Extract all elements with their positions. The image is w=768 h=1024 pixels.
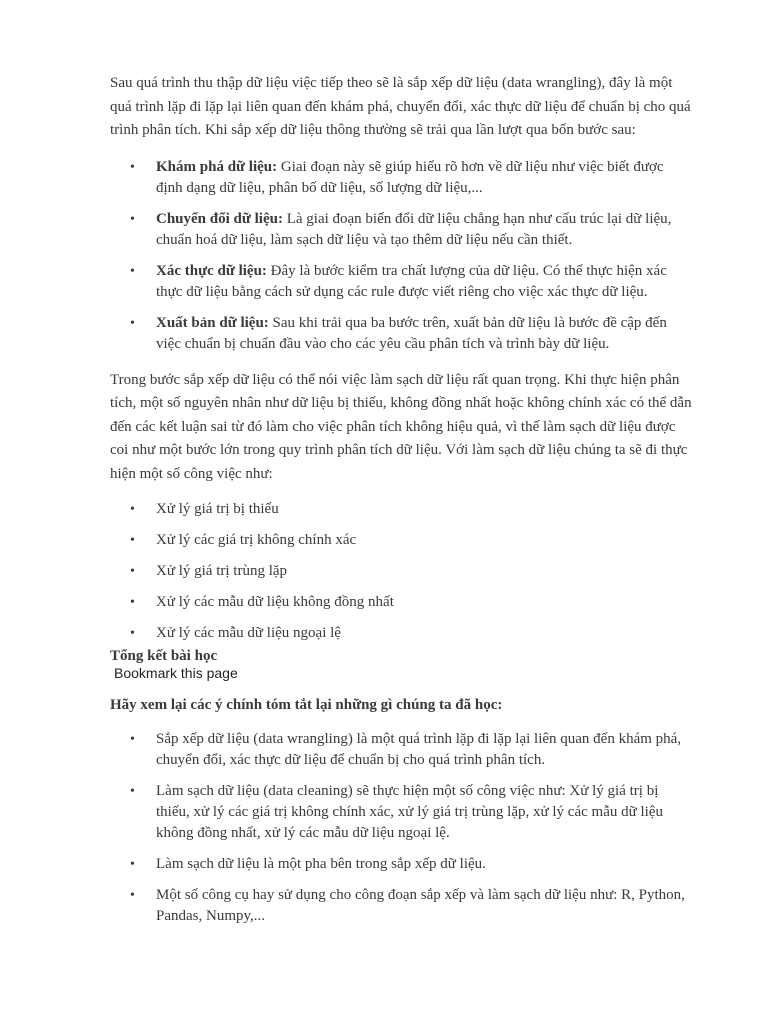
step-description: Sau khi trải qua ba bước trên, xuất bản dữ liệu là bước đề cập đến việc chuẩn bị chuẩn đầu vào cho các yêu cầu phân tích và trình bày dữ liệu. — [156, 314, 667, 352]
bullet-icon: • — [130, 784, 135, 799]
bullet-icon: • — [130, 595, 135, 610]
summary-point-text: Sắp xếp dữ liệu (data wrangling) là một quá trình lặp đi lặp lại liên quan đến khám phá, chuyển đổi, xác thực dữ liệu để chuẩn bị cho quá trình phân tích. — [156, 731, 682, 768]
list-item — [110, 885, 692, 927]
list-item — [110, 157, 692, 199]
task-text: Xử lý giá trị bị thiếu — [156, 501, 279, 517]
bullet-icon: • — [130, 857, 135, 872]
step-term: Khám phá dữ liệu: — [156, 158, 278, 175]
cleaning-tasks-list — [110, 499, 692, 644]
bullet-icon: • — [130, 211, 135, 227]
bullet-icon: • — [130, 564, 135, 579]
list-item — [110, 729, 692, 771]
bullet-icon: • — [130, 888, 135, 903]
step-term: Chuyển đổi dữ liệu: — [156, 210, 283, 227]
bullet-icon: • — [130, 263, 135, 279]
list-item — [110, 623, 692, 644]
list-item — [110, 781, 692, 844]
step-term: Xuất bản dữ liệu: — [156, 314, 269, 331]
summary-point-text: Làm sạch dữ liệu là một pha bên trong sắp xếp dữ liệu. — [156, 856, 486, 872]
list-item — [110, 261, 692, 303]
list-item — [110, 313, 692, 355]
task-text: Xử lý giá trị trùng lặp — [156, 563, 288, 579]
list-item — [110, 209, 692, 251]
step-description: Đây là bước kiểm tra chất lượng của dữ liệu. Có thể thực hiện xác thực dữ liệu bằng cách sử dụng các rule được viết riêng cho việc xác thực dữ liệu. — [156, 262, 667, 300]
list-item — [110, 561, 692, 582]
summary-point-text: Một số công cụ hay sử dụng cho công đoạn sắp xếp và làm sạch dữ liệu như: R, Python, Pandas, Numpy,... — [156, 887, 685, 924]
wrangling-steps-list — [110, 157, 692, 355]
list-item — [110, 592, 692, 613]
list-item — [110, 854, 692, 875]
bullet-icon: • — [130, 502, 135, 517]
task-text: Xử lý các mẫu dữ liệu không đồng nhất — [156, 594, 394, 610]
document-body — [110, 72, 692, 937]
summary-title: Tổng kết bài học — [110, 648, 218, 664]
cleaning-paragraph: Trong bước sắp xếp dữ liệu có thể nói việc làm sạch dữ liệu rất quan trọng. Khi thực hiện phân tích, một số nguyên nhân như dữ liệu bị thiếu, không đồng nhất hoặc không chính xác có thể dẫn đến các kết luận sai từ đó làm cho việc phân tích không hiệu quả, vì thế làm sạch dữ liệu được coi như một bước lớn trong quy trình phân tích dữ liệu. Với làm sạch dữ liệu chúng ta sẽ đi thực hiện một số công việc như: — [110, 371, 692, 482]
step-description: Giai đoạn này sẽ giúp hiểu rõ hơn về dữ liệu như việc biết được định dạng dữ liệu, phân bố dữ liệu, số lượng dữ liệu,... — [156, 158, 664, 196]
bullet-icon: • — [130, 533, 135, 548]
intro-paragraph: Sau quá trình thu thập dữ liệu việc tiếp theo sẽ là sắp xếp dữ liệu (data wrangling), đây là một quá trình lặp đi lặp lại liên quan đến khám phá, chuyển đổi, xác thực dữ liệu để chuẩn bị cho quá trình phân tích. Khi sắp xếp dữ liệu thông thường sẽ trải qua lần lượt qua bốn bước sau: — [110, 75, 691, 138]
list-item — [110, 530, 692, 551]
bullet-icon: • — [130, 159, 135, 175]
step-description: Là giai đoạn biến đổi dữ liệu chẳng hạn như cấu trúc lại dữ liệu, chuẩn hoá dữ liệu, làm sạch dữ liệu và tạo thêm dữ liệu nếu cần thiết. — [156, 210, 672, 248]
bookmark-page-link[interactable]: Bookmark this page — [114, 665, 238, 681]
bullet-icon: • — [130, 626, 135, 641]
step-term: Xác thực dữ liệu: — [156, 262, 267, 279]
review-heading: Hãy xem lại các ý chính tóm tắt lại những gì chúng ta đã học: — [110, 697, 503, 713]
summary-points-list — [110, 729, 692, 927]
task-text: Xử lý các giá trị không chính xác — [156, 532, 357, 548]
list-item — [110, 499, 692, 520]
summary-point-text: Làm sạch dữ liệu (data cleaning) sẽ thực hiện một số công việc như: Xử lý giá trị bị thiếu, xử lý các giá trị không chính xác, xử lý giá trị trùng lặp, xử lý các mẫu dữ liệu không đồng nhất, xử lý các mẫu dữ liệu ngoại lệ. — [156, 783, 663, 841]
bullet-icon: • — [130, 732, 135, 747]
task-text: Xử lý các mẫu dữ liệu ngoại lệ — [156, 625, 341, 641]
bullet-icon: • — [130, 315, 135, 331]
